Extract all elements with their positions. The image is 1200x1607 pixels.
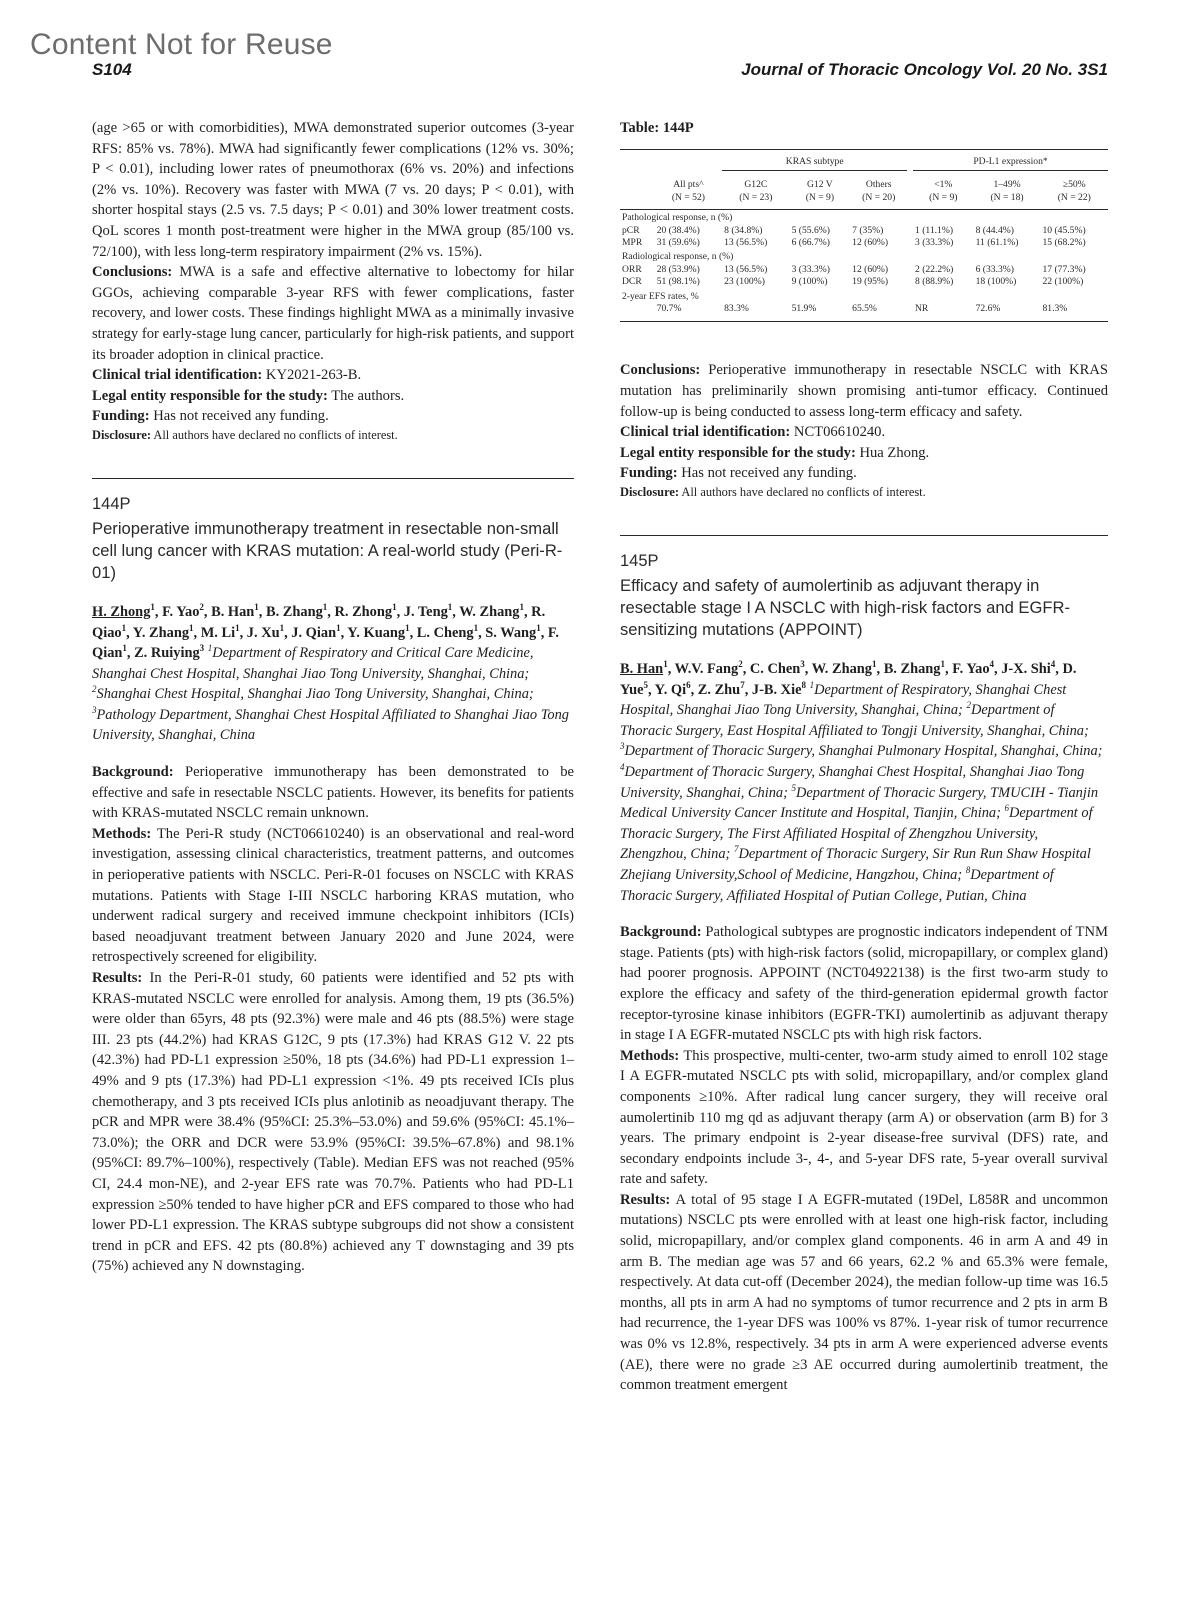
prev-legal-entity	[92, 386, 574, 407]
prev-trial-label: Clinical trial identification:	[92, 367, 263, 384]
methods-145p	[620, 1046, 1108, 1190]
prev-disclosure-label: Disclosure:	[92, 427, 151, 442]
table-cell: 72.6%	[975, 303, 1001, 315]
table-cell: 15 (68.2%)	[1042, 237, 1086, 249]
results-table-144p	[620, 149, 1108, 322]
table-cell: 22 (100%)	[1042, 276, 1084, 288]
col-header: G12C	[744, 179, 768, 191]
watermark: Content Not for Reuse	[30, 28, 333, 61]
abstract-number-145p: 145P	[620, 552, 659, 571]
col-n: (N = 9)	[913, 192, 974, 210]
table-cell: 8 (34.8%)	[724, 224, 763, 236]
table-cell: NR	[915, 303, 929, 315]
col-header: <1%	[934, 179, 953, 191]
prev-funding-label: Funding:	[92, 408, 150, 425]
prev-trial-id	[92, 365, 574, 386]
running-head	[92, 60, 1108, 86]
col-header: 1–49%	[993, 179, 1021, 191]
table-cell: 18 (100%)	[975, 276, 1017, 288]
results-144p	[92, 968, 574, 1277]
table-cell: 8 (44.4%)	[975, 224, 1014, 236]
table-cell: 11 (61.1%)	[975, 237, 1019, 249]
col-header: Others	[865, 179, 892, 191]
table-cell: 10 (45.5%)	[1042, 224, 1086, 236]
funding-label-144p: Funding:	[620, 465, 678, 482]
right-column	[620, 118, 1108, 1396]
table-row	[620, 264, 1108, 276]
prev-disclosure-text: All authors have declared no conflicts of interest.	[153, 427, 398, 442]
methods-label-145p: Methods:	[620, 1047, 680, 1064]
legal-text-144p: Hua Zhong.	[859, 444, 930, 461]
journal-name: Journal of Thoracic Oncology Vol. 20 No. 3S1	[741, 60, 1108, 79]
row-label: ORR	[622, 263, 642, 275]
legal-entity-144p	[620, 443, 1108, 464]
prev-disclosure	[92, 427, 574, 444]
col-header: All pts^	[673, 179, 704, 191]
table-cell: 6 (33.3%)	[975, 263, 1014, 275]
col-n: (N = 22)	[1041, 192, 1109, 210]
table-cell: 17 (77.3%)	[1042, 263, 1086, 275]
abstract-title-145p: Efficacy and safety of aumolertinib as adjuvant therapy in resectable stage I A NSCLC with high-risk factors and EGFR-sensitizing mutations (APPOINT)	[620, 576, 1071, 640]
table-cell: 51 (98.1%)	[656, 276, 700, 288]
legal-label-144p: Legal entity responsible for the study:	[620, 444, 856, 461]
conclusions-144p	[620, 360, 1108, 422]
table-cell: 1 (11.1%)	[915, 224, 954, 236]
prev-trial-text: KY2021-263-B.	[265, 367, 362, 384]
col-header: ≥50%	[1062, 179, 1086, 191]
background-145p	[620, 922, 1108, 1046]
table-section-label: 2-year EFS rates, %	[622, 290, 699, 302]
table-cell: 83.3%	[724, 303, 749, 315]
table-row	[620, 237, 1108, 249]
prev-conclusions-label: Conclusions:	[92, 264, 173, 281]
table-cell: 6 (66.7%)	[791, 237, 830, 249]
table-cell: 28 (53.9%)	[656, 263, 700, 275]
group-header-pdl1: PD-L1 expression*	[913, 150, 1108, 171]
col-n: (N = 9)	[790, 192, 851, 210]
results-text-144p: In the Peri-R-01 study, 60 patients were identified and 52 pts with KRAS-mutated NSCLC were enrolled for analysis. Among them, 19 pts (36.5%) were older than 65yrs, 48 pts (92.3%) were male and 46 pts (88.5%) were stage III. 23 pts (44.2%) had KRAS G12C, 9 pts (17.3%) had KRAS G12 V. 22 pts (42.3%) had PD-L1 expression ≥50%, 18 pts (34.6%) had PD-L1 expression 1–49% and 9 pts (17.3%) had PD-L1 expression <1%. 49 pts received ICIs plus chemotherapy, and 3 pts received ICIs plus anlotinib as neoadjuvant therapy. The pCR and MPR were 38.4% (95%CI: 25.3%–53.0%) and 59.6% (95%CI: 45.1%–73.0%); the ORR and DCR were 53.9% (95%CI: 39.5%–67.8%) and 98.1% (95%CI: 89.7%–100%), respectively (Table). Median EFS was not reached (95% CI, 24.4 mon-NE), and 2-year EFS rate was 70.7%. Patients who had PD-L1 expression ≥50% tended to have higher pCR and EFS compared to those who had lower PD-L1 expression. The KRAS subtype subgroups did not show a consistent trend in pCR and EFS. 42 pts (80.8%) achieved any T downstaging and 39 pts (75%) achieved any N downstaging.	[92, 970, 574, 1275]
table-cell: 20 (38.4%)	[656, 224, 700, 236]
section-divider	[92, 478, 574, 479]
table-corner	[620, 150, 655, 171]
row-label: MPR	[622, 237, 643, 249]
background-text-144p: Perioperative immunotherapy has been demonstrated to be effective and safe in resectable NSCLC patients. However, its benefits for patients with KRAS-mutated NSCLC remain unknown.	[92, 764, 574, 822]
table-cell: 12 (60%)	[852, 263, 889, 275]
left-column	[92, 118, 574, 1277]
table-cell: 13 (56.5%)	[724, 263, 768, 275]
table-cell: 12 (60%)	[852, 237, 889, 249]
disclosure-label-144p: Disclosure:	[620, 485, 679, 500]
prev-conclusions-text: MWA is a safe and effective alternative to lobectomy for hilar GGOs, achieving comparable 3-year RFS with fewer complications, faster recovery, and lower costs. These findings highlight MWA as a minimally invasive strategy for early-stage lung cancer, particularly for high-risk patients, and support its broader adoption in clinical practice.	[92, 264, 574, 363]
prev-funding-text: Has not received any funding.	[153, 408, 329, 425]
col-n: (N = 23)	[722, 192, 789, 210]
prev-legal-text: The authors.	[331, 387, 405, 404]
methods-label-144p: Methods:	[92, 825, 152, 842]
row-label: DCR	[622, 276, 642, 288]
methods-text-145p: This prospective, multi-center, two-arm study aimed to enroll 102 stage I A EGFR-mutated NSCLC pts with solid, micropapillary, and/or complex gland components ≥10%. After radical lung cancer surgery, they will receive oral aumolertinib 110 mg qd as adjuvant therapy (arm A) or observation (arm B) for 3 years. The primary endpoint is 2-year disease-free survival (DFS) rate, and secondary endpoints include 3-, 4-, and 5-year DFS rate, 5-year overall survival rate and safety.	[620, 1047, 1108, 1188]
trial-text-144p: NCT06610240.	[793, 424, 886, 441]
funding-text-144p: Has not received any funding.	[681, 465, 857, 482]
table-cell: 65.5%	[852, 303, 877, 315]
col-n: (N = 20)	[850, 192, 907, 210]
table-cell: 23 (100%)	[724, 276, 765, 288]
table-cell: 31 (59.6%)	[656, 237, 700, 249]
table-caption: Table: 144P	[620, 120, 694, 136]
table-cell: 8 (88.9%)	[915, 276, 954, 288]
conclusions-text-144p: Perioperative immunotherapy in resectable NSCLC with KRAS mutation has preliminarily shown promising anti-tumor efficacy. Continued follow-up is being conducted to assess long-term efficacy and safety.	[620, 362, 1108, 420]
background-label-145p: Background:	[620, 924, 702, 941]
trial-label-144p: Clinical trial identification:	[620, 424, 791, 441]
section-divider	[620, 535, 1108, 536]
table-cell: 81.3%	[1042, 303, 1068, 315]
table-cell: 3 (33.3%)	[791, 263, 830, 275]
table-cell: 3 (33.3%)	[915, 237, 954, 249]
table-cell: 13 (56.5%)	[724, 237, 768, 249]
results-145p	[620, 1190, 1108, 1396]
background-text-145p: Pathological subtypes are prognostic indicators independent of TNM stage. Patients (pts) with high-risk factors (solid, micropapillary, or complex gland) had poorer prognosis. APPOINT (NCT04922138) is the first two-arm study to explore the efficacy and safety of the third-generation epidermal growth factor receptor-tyrosine kinase inhibitors (EGFR-TKI) aumolertinib as adjuvant therapy in stage I A EGFR-mutated NSCLC pts with high risk factors.	[620, 924, 1108, 1044]
table-cell: 5 (55.6%)	[791, 224, 830, 236]
col-header: G12 V	[807, 179, 833, 191]
authors-144p: H. Zhong$^1$, F. Yao$^2$, B. Han$^1$, B. Zhang$^1$, R. Zhong$^1$, J. Teng$^1$, W. Zhang$^1$, R. Qiao$^1$, Y. Zhang$^1$, M. Li$^1$, J. Xu$^1$, J. Qian$^1$, Y. Kuang$^1$, L. Cheng$^1$, S. Wang$^1$, F. Qian$^1$, Z. Ruiying$^3$ $^1$Department of Respiratory and Critical Care Medicine, Shanghai Chest Hospital, Shanghai Jiao Tong University, Shanghai, China; $^2$Shanghai Chest Hospital, Shanghai Jiao Tong University, Shanghai, China; $^3$Pathology Department, Shanghai Chest Hospital Affiliated to Shanghai Jiao Tong University, Shanghai, China	[92, 602, 569, 744]
abstract-title-144p: Perioperative immunotherapy treatment in resectable non-small cell lung cancer with KRAS mutation: A real-world study (Peri-R-01)	[92, 518, 563, 582]
table-row	[620, 276, 1108, 288]
background-144p	[92, 762, 574, 824]
trial-id-144p	[620, 422, 1108, 443]
disclosure-144p	[620, 484, 1108, 501]
table-cell: 2 (22.2%)	[915, 263, 954, 275]
funding-144p	[620, 463, 1108, 484]
results-label-144p: Results:	[92, 970, 143, 986]
abstract-number-144p: 144P	[92, 494, 131, 513]
table-cell: 7 (35%)	[852, 224, 884, 236]
methods-text-144p: The Peri-R study (NCT06610240) is an observational and real-word investigation, assessing clinical characteristics, treatment patterns, and outcomes in perioperative patients with NSCLC. Peri-R-01 focuses on NSCLC with KRAS mutations. Patients with Stage I-III NSCLC harboring KRAS mutation, who underwent radical surgery and received immune checkpoint inhibitors (ICIs) based neoadjuvant treatment between January 2020 and June 2024, were retrospectively screened for eligibility.	[92, 825, 575, 966]
table-cell: 70.7%	[656, 303, 682, 315]
authors-145p: B. Han$^1$, W.V. Fang$^2$, C. Chen$^3$, W. Zhang$^1$, B. Zhang$^1$, F. Yao$^4$, J-X. Shi$^4$, D. Yue$^5$, Y. Qi$^6$, Z. Zhu$^7$, J-B. Xie$^8$ $^1$Department of Respiratory, Shanghai Chest Hospital, Shanghai Jiao Tong University, Shanghai, China; $^2$Department of Thoracic Surgery, East Hospital Affiliated to Tongji University, Shanghai, China; $^3$Department of Thoracic Surgery, Shanghai Pulmonary Hospital, Shanghai, China; $^4$Department of Thoracic Surgery, Shanghai Chest Hospital, Shanghai Jiao Tong University, Shanghai, China; $^5$Department of Thoracic Surgery, TMUCIH - Tianjin Medical University Cancer Institute and Hospital, Tianjin, China; $^6$Department of Thoracic Surgery, The First Affiliated Hospital of Zhengzhou University, Zhengzhou, China; $^7$Department of Thoracic Surgery, Sir Run Run Shaw Hospital Zhejiang University,School of Medicine, Hangzhou, China; $^8$Department of Thoracic Surgery, Affiliated Hospital of Putian College, Putian, China	[620, 659, 1103, 904]
col-n: (N = 18)	[974, 192, 1041, 210]
results-label-145p: Results:	[620, 1191, 671, 1208]
conclusions-label-144p: Conclusions:	[620, 362, 701, 379]
table-row	[620, 225, 1108, 237]
table-cell: 51.9%	[791, 303, 817, 315]
prev-results-continuation: (age >65 or with comorbidities), MWA demonstrated superior outcomes (3-year RFS: 85% vs. 78%). MWA had significantly fewer complications (12% vs. 30%; P < 0.01), including lower rates of pneumothorax (6% vs. 20%) and infections (2% vs. 10%). Recovery was faster with MWA (7 vs. 20 days; P < 0.01), with shorter hospital stays (2.5 vs. 7.5 days; P < 0.01) and 30% lower treatment costs. QoL scores 1 month post-treatment were higher in the MWA group (85/100 vs. 72/100), with less long-term respiratory impairment (2% vs. 15%).	[92, 120, 574, 260]
prev-conclusions	[92, 262, 574, 365]
row-label: pCR	[622, 224, 640, 236]
table-row	[620, 303, 1108, 322]
col-n: (N = 52)	[655, 192, 722, 210]
disclosure-text-144p: All authors have declared no conflicts of interest.	[681, 485, 926, 500]
table-cell: 9 (100%)	[791, 276, 828, 288]
results-text-145p: A total of 95 stage I A EGFR-mutated (19Del, L858R and uncommon mutations) NSCLC pts were enrolled with at least one high-risk factor, including solid, micropapillary, and/or complex gland components. 46 in arm A and 49 in arm B. The median age was 57 and 66 years, 62.2 % and 65.3% were female, respectively. At data cut-off (December 2024), the median follow-up time was 16.5 months, all pts in arm A had no symptoms of tumor recurrence and 2 pts in arm B had recurrence, the 1-year DFS was 100% vs 87%. 1-year risk of tumor recurrence was 0% vs 12.8%, respectively. 34 pts in arm A were experienced adverse events (AE), there were no grade ≥3 AE occurred during aumolertinib treatment, the common treatment emergent	[620, 1191, 1108, 1394]
table-cell: 19 (95%)	[852, 276, 889, 288]
table-section-label: Radiological response, n (%)	[622, 251, 734, 263]
page-number: S104	[92, 60, 132, 79]
group-header-kras: KRAS subtype	[722, 150, 907, 171]
prev-legal-label: Legal entity responsible for the study:	[92, 387, 328, 404]
methods-144p	[92, 824, 574, 968]
table-section-label: Pathological response, n (%)	[622, 212, 733, 224]
background-label-144p: Background:	[92, 764, 174, 781]
prev-funding	[92, 406, 574, 427]
